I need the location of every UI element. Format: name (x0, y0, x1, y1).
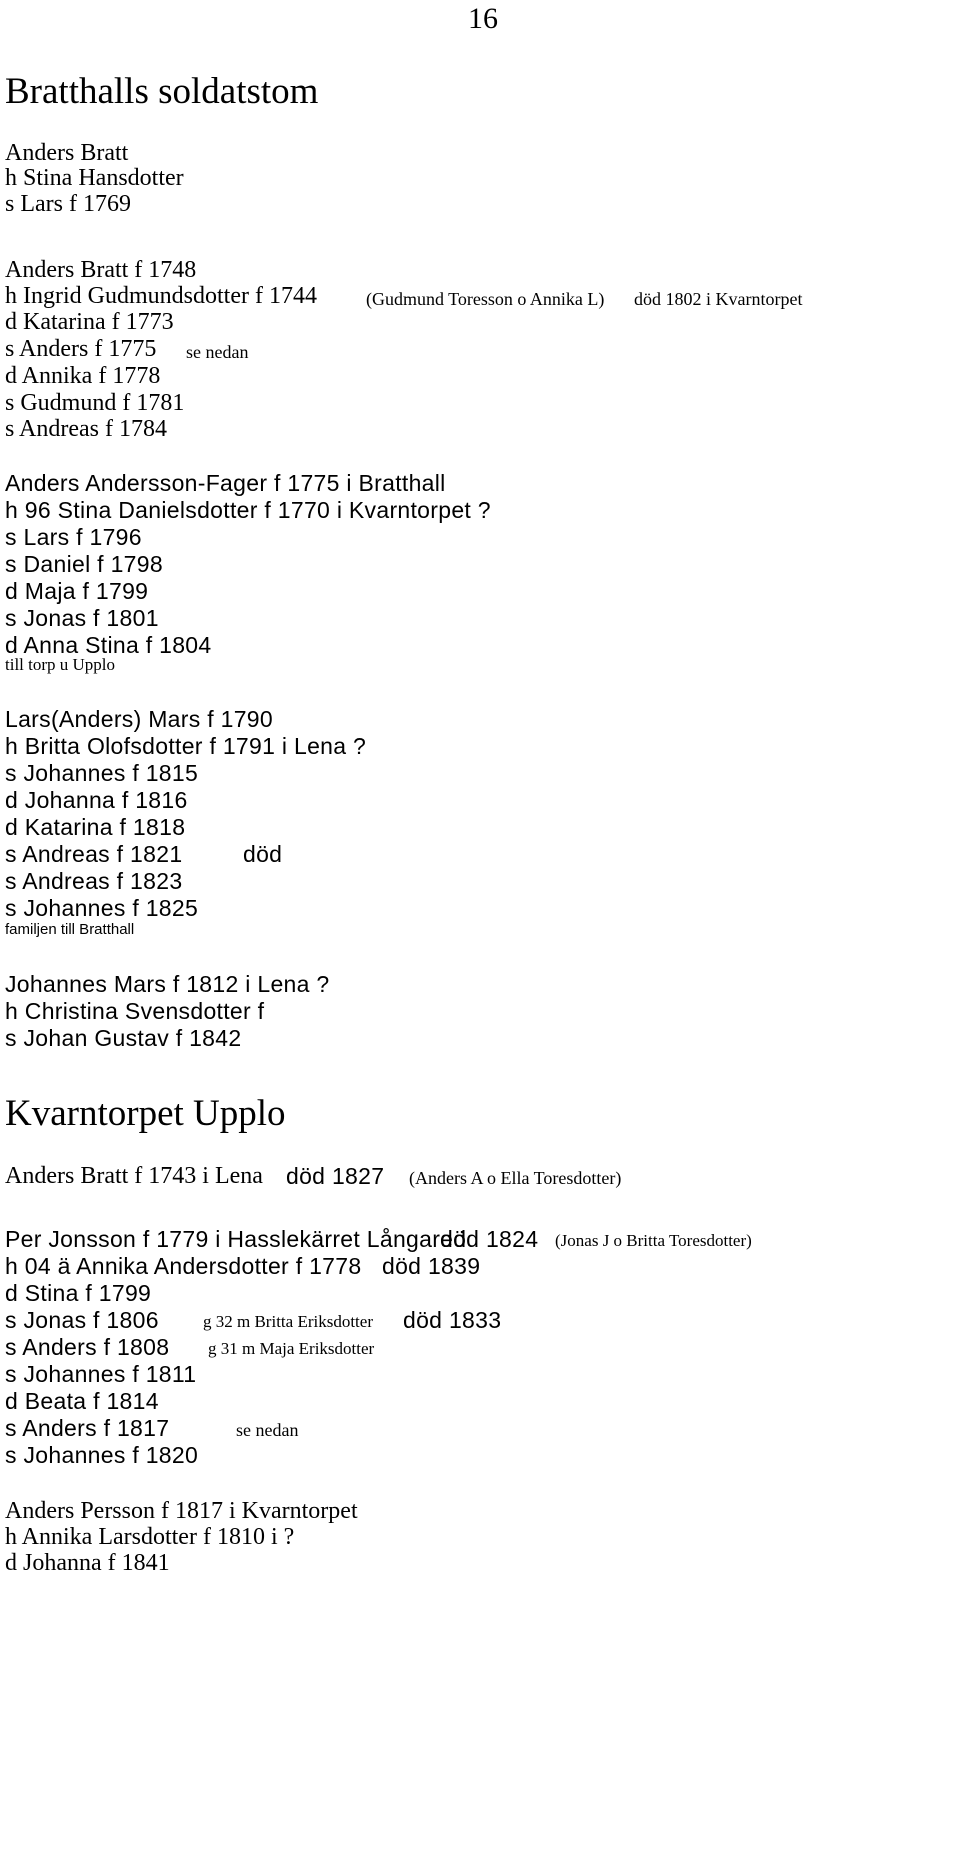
record-line: h Stina Hansdotter (5, 165, 184, 191)
record-line: d Katarina f 1773 (5, 309, 174, 335)
record-line: s Johannes f 1815 (5, 760, 199, 786)
record-line: s Anders f 1808 (5, 1334, 170, 1360)
record-line: s Lars f 1796 (5, 524, 142, 550)
record-line: h Ingrid Gudmundsdotter f 1744 (5, 283, 317, 309)
record-line: d Johanna f 1841 (5, 1550, 170, 1576)
record-line: s Andreas f 1784 (5, 416, 167, 442)
record-line: d Katarina f 1818 (5, 814, 186, 840)
record-line: h 04 ä Annika Andersdotter f 1778 (5, 1253, 362, 1279)
record-line: s Gudmund f 1781 (5, 390, 185, 416)
death-note: död 1802 i Kvarntorpet (634, 289, 803, 309)
marriage-note: g 31 m Maja Eriksdotter (208, 1339, 375, 1358)
record-line: h 96 Stina Danielsdotter f 1770 i Kvarntorpet ? (5, 497, 491, 523)
record-line: d Annika f 1778 (5, 363, 161, 389)
record-line: Anders Bratt f 1743 i Lena (5, 1163, 263, 1189)
record-line: Johannes Mars f 1812 i Lena ? (5, 971, 330, 997)
record-line: s Jonas f 1806 (5, 1307, 159, 1333)
record-line: h Christina Svensdotter f (5, 998, 265, 1024)
record-line: Anders Bratt f 1748 (5, 257, 197, 283)
record-line: s Andreas f 1821 (5, 841, 183, 867)
death-note: död 1833 (403, 1307, 502, 1333)
record-line: s Johannes f 1825 (5, 895, 199, 921)
record-line: s Anders f 1817 (5, 1415, 170, 1441)
record-line: Anders Andersson-Fager f 1775 i Bratthall (5, 470, 446, 496)
record-line: s Johannes f 1820 (5, 1442, 199, 1468)
record-line: d Stina f 1799 (5, 1280, 152, 1306)
record-line: s Anders f 1775 (5, 336, 157, 362)
page-number: 16 (468, 2, 498, 35)
death-note: död 1839 (382, 1253, 481, 1279)
record-line: h Britta Olofsdotter f 1791 i Lena ? (5, 733, 367, 759)
record-line: Per Jonsson f 1779 i Hasslekärret Långared (5, 1226, 467, 1252)
see-below-note: se nedan (186, 342, 249, 362)
record-line: d Johanna f 1816 (5, 787, 188, 813)
death-note: död 1824 (440, 1226, 539, 1252)
section-title-bratthall: Bratthalls soldatstom (5, 71, 319, 112)
record-line: Anders Bratt (5, 140, 129, 166)
record-line: s Johan Gustav f 1842 (5, 1025, 242, 1051)
record-line: Lars(Anders) Mars f 1790 (5, 706, 273, 732)
record-line: s Jonas f 1801 (5, 605, 159, 631)
record-line: s Andreas f 1823 (5, 868, 183, 894)
record-line: d Maja f 1799 (5, 578, 149, 604)
section-title-kvarntorpet: Kvarntorpet Upplo (5, 1093, 286, 1134)
record-line: h Annika Larsdotter f 1810 i ? (5, 1524, 295, 1550)
death-note: död (243, 841, 283, 867)
record-line: d Beata f 1814 (5, 1388, 159, 1414)
parents-note: (Anders A o Ella Toresdotter) (409, 1168, 622, 1188)
record-line: d Anna Stina f 1804 (5, 632, 212, 658)
marriage-note: g 32 m Britta Eriksdotter (203, 1312, 373, 1331)
record-note: till torp u Upplo (5, 655, 116, 674)
record-line: s Lars f 1769 (5, 191, 131, 217)
death-note: död 1827 (286, 1163, 385, 1189)
record-line: s Daniel f 1798 (5, 551, 163, 577)
parents-note: (Jonas J o Britta Toresdotter) (555, 1231, 752, 1250)
parents-note: (Gudmund Toresson o Annika L) (366, 289, 605, 309)
record-line: Anders Persson f 1817 i Kvarntorpet (5, 1498, 358, 1524)
see-below-note: se nedan (236, 1420, 299, 1440)
record-note: familjen till Bratthall (5, 921, 135, 938)
record-line: s Johannes f 1811 (5, 1361, 197, 1387)
